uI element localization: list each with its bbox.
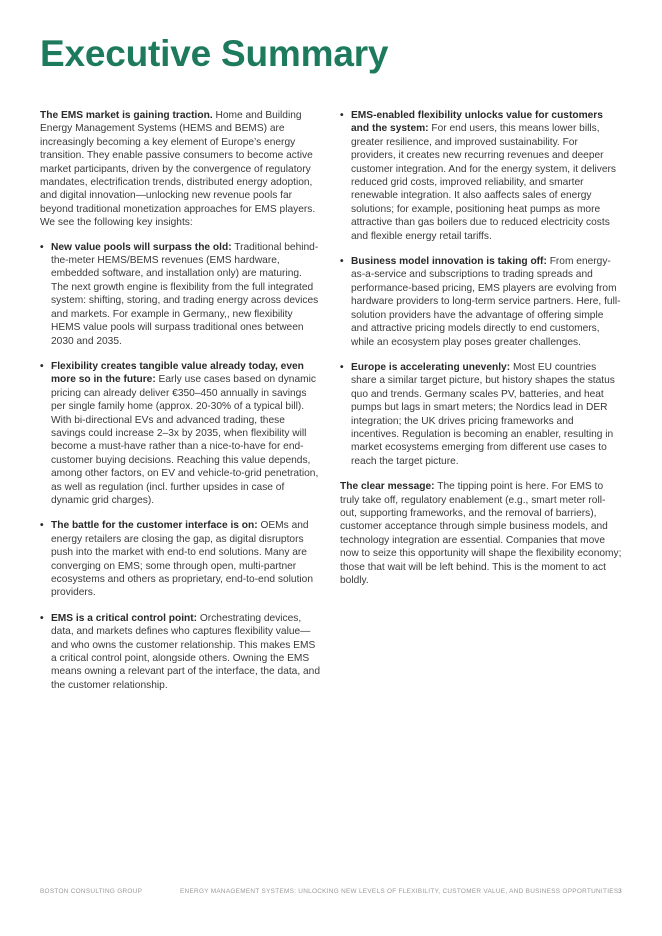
right-insight-list xyxy=(340,109,622,468)
left-insight-list xyxy=(40,241,322,693)
insight-text: Early use cases based on dynamic pricing can already deliver €350–450 annually in savings per single family home (approx. 20-30% of a typical bill). With bi-directional EVs and advanced trading, these savings could increase 2–3x by 2035, when flexibility will become a must-have rather than a nice-to-have for end-customer buying decisions. Reaching this value depends, among other factors, on EV and vehicle-to-grid penetration, as well as regulation (incl. further upsides in case of dynamic grid charges). xyxy=(51,374,319,506)
bullet-icon: • xyxy=(40,520,44,532)
bullet-icon: • xyxy=(40,612,44,624)
bullet-icon: • xyxy=(340,110,344,121)
footer-organization: BOSTON CONSULTING GROUP xyxy=(40,888,143,895)
insight-item xyxy=(40,360,322,507)
insight-item xyxy=(40,241,322,348)
insight-lead: Flexibility creates tangible value already today, even more so in the future: xyxy=(51,360,304,386)
insight-lead: Business model innovation is taking off: xyxy=(351,256,547,268)
closing-lead: The clear message: xyxy=(340,481,435,493)
insight-lead: New value pools will surpass the old: xyxy=(51,241,232,253)
closing-text: The tipping point is here. For EMS to truly take off, regulatory enablement (e.g., smart meter roll-out, supporting frameworks, and the removal of barriers), customer acceptance through simple business models, and technology integration are essential. Companies that move now to seize this opportunity will shape the flexibility economy; those that wait will be left behind. This is the moment to act boldly. xyxy=(340,481,622,586)
insight-item xyxy=(40,612,322,692)
insight-lead: EMS is a critical control point: xyxy=(51,612,198,624)
intro-lead: The EMS market is gaining traction. xyxy=(40,110,213,121)
bullet-icon: • xyxy=(340,361,344,373)
insight-lead: The battle for the customer interface is on: xyxy=(51,520,258,532)
insight-lead: EMS-enabled flexibility unlocks value for customers and the system: xyxy=(351,110,603,135)
bullet-icon: • xyxy=(40,241,44,253)
insight-item xyxy=(340,361,622,468)
insight-text: OEMs and energy retailers are closing the gap, as digital disruptors push into the market with end-to end solutions. Many are converging on EMS; some through open, multi-partner ecosystems and others as proprietary, end-to-end solution providers. xyxy=(51,520,313,599)
insight-lead: Europe is accelerating unevenly: xyxy=(351,361,511,373)
insight-text: Orchestrating devices, data, and markets defines who captures flexibility value—and who owns the customer relationship. This makes EMS a critical control point, alongside others. Owning the EMS means owning a relevant part of the interface, the data, and the customer relationship. xyxy=(51,612,321,691)
page-number: 3 xyxy=(618,888,622,895)
right-column xyxy=(340,109,622,598)
insight-text: For end users, this means lower bills, greater resilience, and improved sustainability. For providers, it creates new recurring revenues and deeper customer integration. And for the energy system, it delivers reduced grid costs, improved reliability, and smarter renewable integration. It also aaffects sales of energy solutions; for example, positioning heat pumps as more attractive than gas boilers due to reduced electricity costs and flexible energy retail tariffs. xyxy=(351,123,616,242)
bullet-icon: • xyxy=(40,360,44,372)
bullet-icon: • xyxy=(340,256,344,268)
closing-paragraph xyxy=(340,480,622,587)
left-column xyxy=(40,109,322,704)
footer-document-title: ENERGY MANAGEMENT SYSTEMS: UNLOCKING NEW LEVELS OF FLEXIBILITY, CUSTOMER VALUE, AND BUSINESS OPPORTUNITIES xyxy=(180,888,619,895)
intro-paragraph xyxy=(40,109,322,230)
insight-item xyxy=(340,255,622,349)
insight-text: Most EU countries share a similar target picture, but history shapes the status quo and trends. Germany scales PV, batteries, and heat pumps but lags in smart meters; the Nordics lead in DER integration; the UK drives pricing frameworks and incentives. Regulation is becoming an enabler, resulting in market ecosystems emerging from different use cases to reach the target picture. xyxy=(351,361,615,467)
page-title: Executive Summary xyxy=(40,33,389,74)
intro-text: Home and Building Energy Management Systems (HEMS and BEMS) are increasingly becoming a key element of Europe’s energy transition. They enable passive consumers to become active market participants, driven by the convergence of regulatory mandates, electrification trends, distributed energy adoption, and digital innovation—unlocking new revenue pools far beyond traditional monetization approaches for EMS players. We see the following key insights: xyxy=(40,110,316,229)
insight-text: From energy-as-a-service and subscriptions to trading spreads and performance-based pricing, EMS players are evolving from hardware providers to long-term service partners. Here, full-solution providers have the advantage of offering simple and attractive pricing models directly to end customers, while an ecosystem play poses greater challenges. xyxy=(351,256,621,348)
insight-text: Traditional behind-the-meter HEMS/BEMS revenues (EMS hardware, embedded software, and installation only) are maturing. The next growth engine is flexibility from the full integrated system: shifting, storing, and trading energy across devices and markets. For example in Germany,, new flexibility HEMS value pools will surpass traditional ones between 2030 and 2035. xyxy=(51,241,319,347)
insight-item xyxy=(40,519,322,599)
insight-item xyxy=(340,109,622,243)
